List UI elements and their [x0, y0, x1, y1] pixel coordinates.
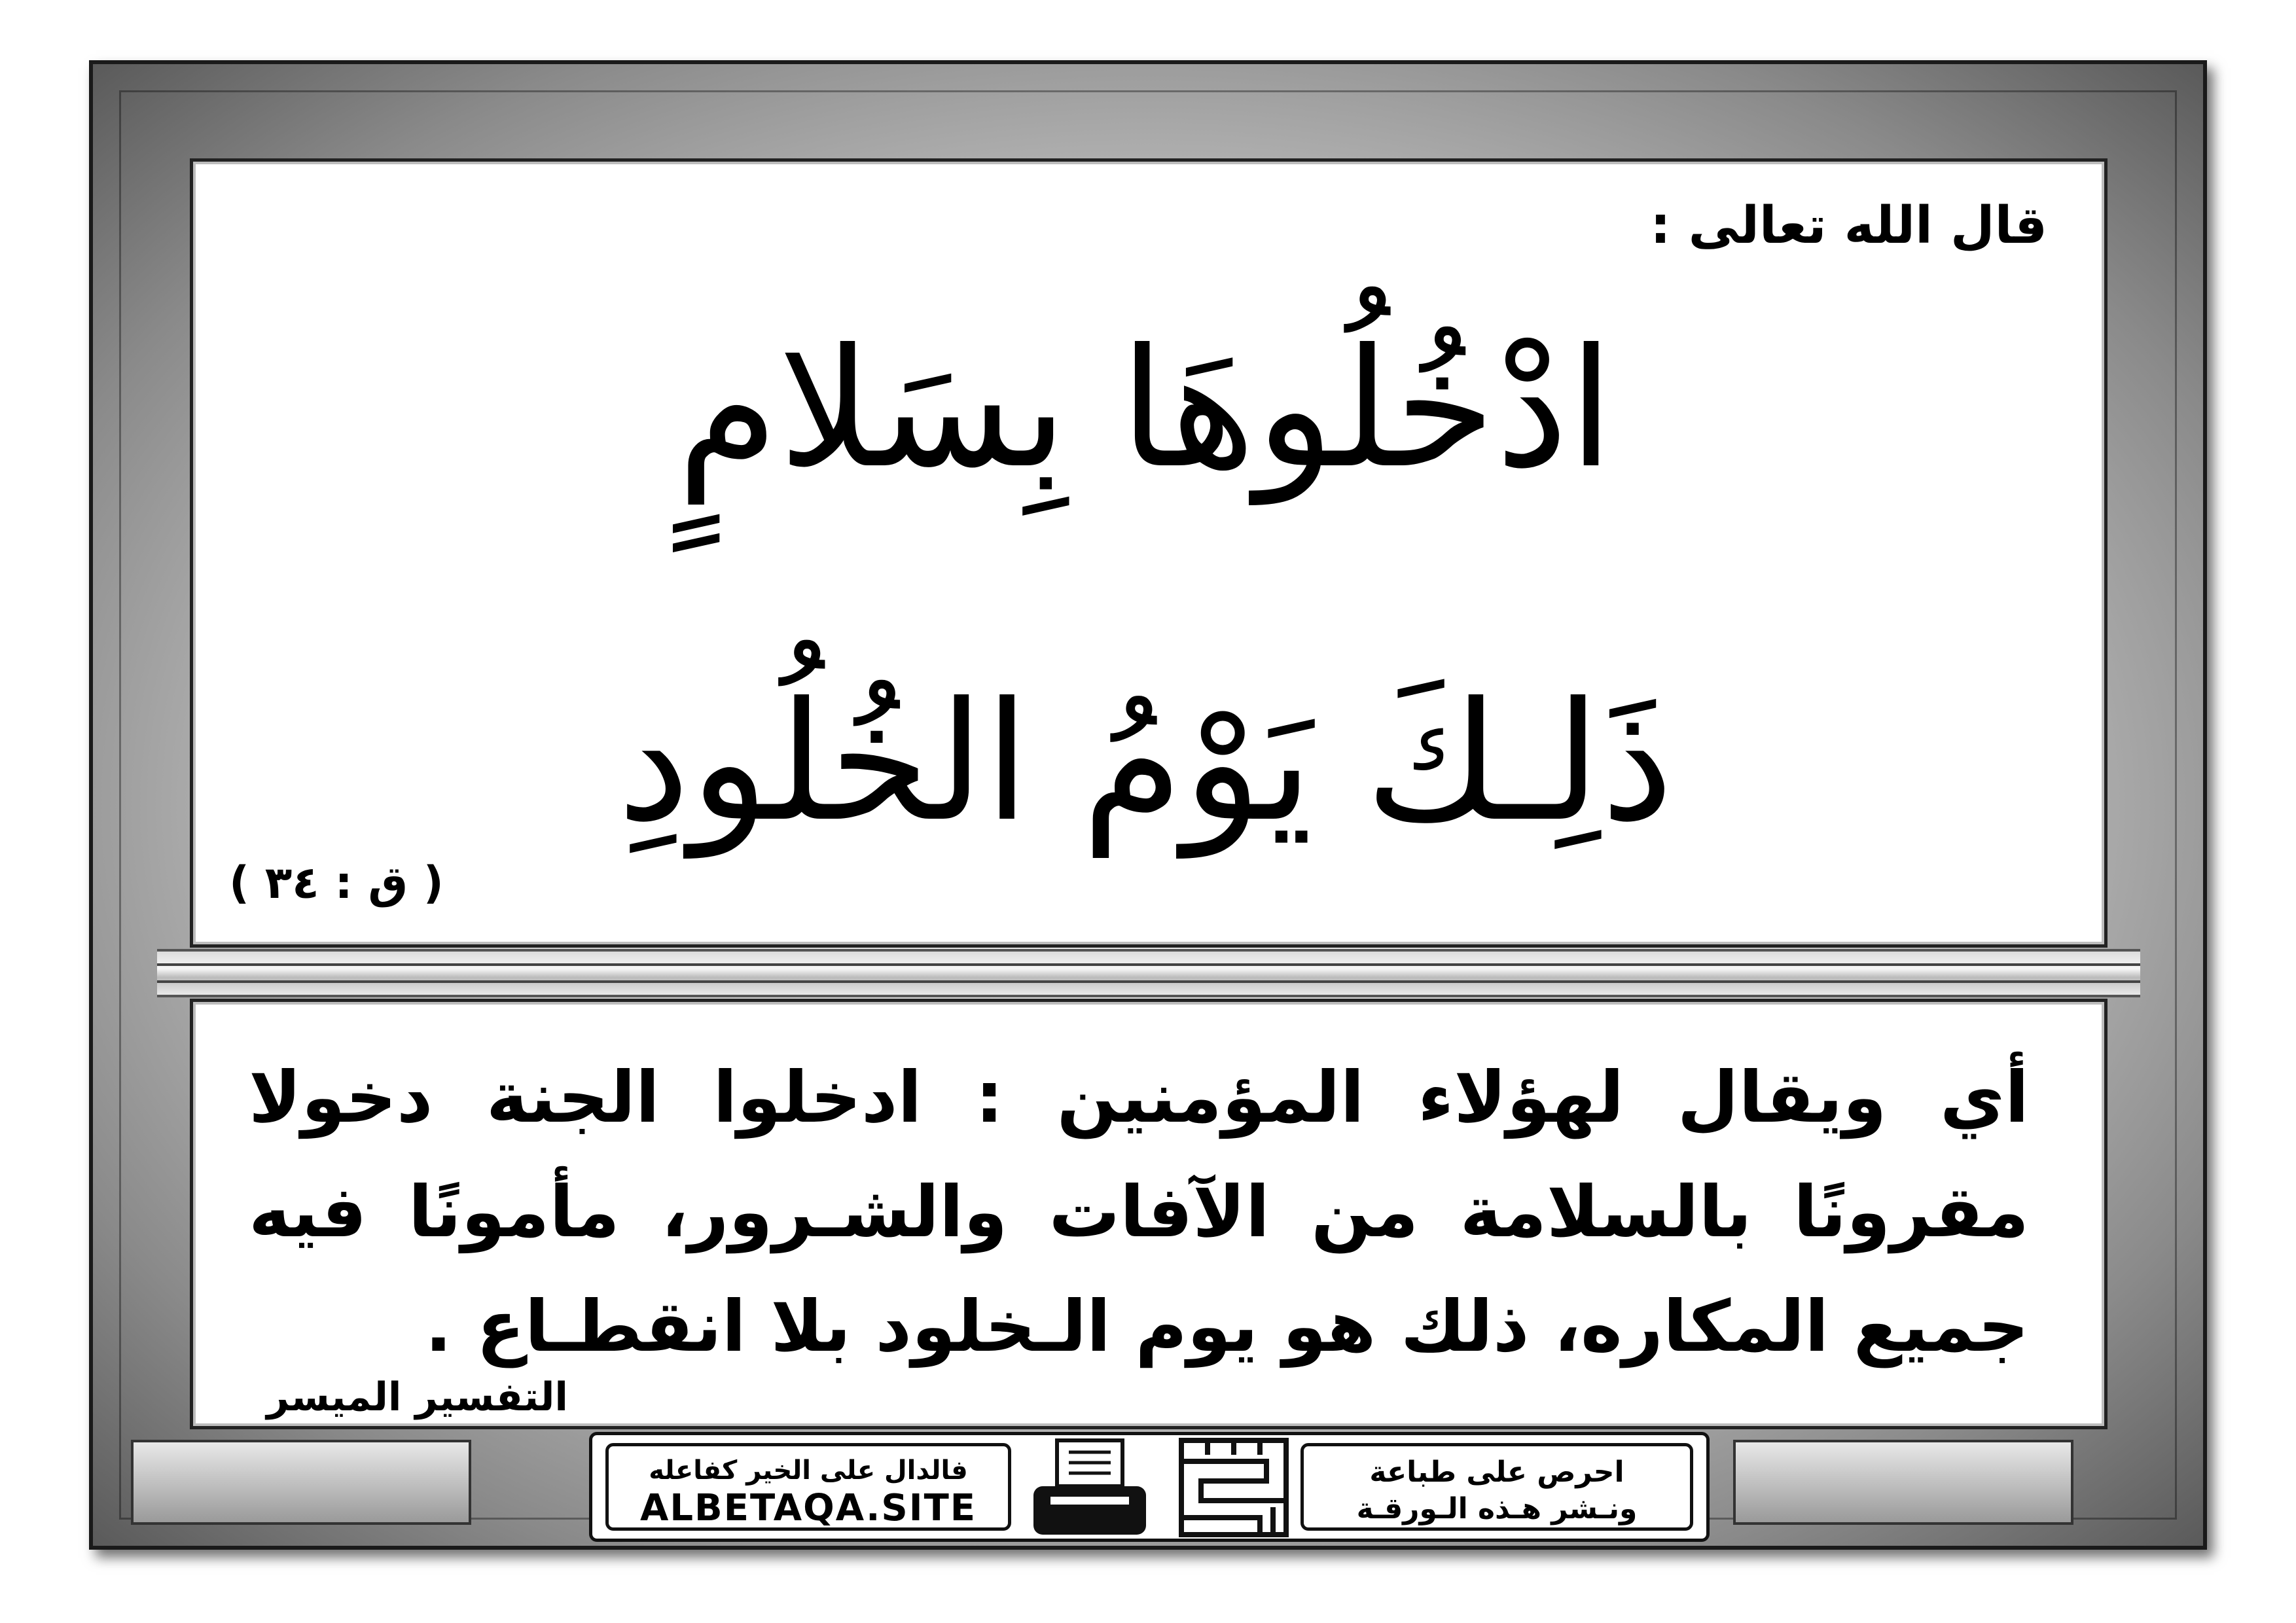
tafsir-source: التفسير الميسر [266, 1374, 568, 1420]
logo-text: الدعوة بالورقة [1234, 1533, 1238, 1534]
footer-print-line-2: ونـشر هـذه الـورقـة [1356, 1492, 1638, 1525]
footer-side-bar-left [131, 1440, 471, 1525]
verse-reference: ( ق : ٣٤ ) [229, 857, 444, 909]
printer-icon [1024, 1435, 1155, 1540]
verse-line-2: ذَلِـكَ يَوْمُ الخُلُودِ [617, 667, 1674, 857]
verse-line-1: ادْخُلُوهَا بِسَلامٍ [677, 313, 1614, 504]
tafsir-text: أي ويقال لهؤلاء المؤمنين : ادخلوا الجنة دخولا مقرونًا بالسلامة من الآفات والشـرور، مأمونًا فيه جميع المكاره، ذلك هو يوم الـخلود بلا انقطـاع . [249, 1057, 2029, 1368]
site-link[interactable]: ALBETAQA.SITE [639, 1487, 977, 1529]
footer-print-box [1300, 1443, 1693, 1531]
footer-bar [589, 1432, 1710, 1542]
panel-divider [157, 949, 2140, 997]
footer-saying: فالدال على الخير كفاعله [649, 1455, 968, 1486]
dawah-kufic-logo-icon [1168, 1435, 1299, 1540]
footer-side-bar-right [1733, 1440, 2073, 1525]
footer-site-box [605, 1443, 1011, 1531]
verse-intro: قال الله تعالى : [1650, 196, 2047, 255]
footer-print-line-1: احرص على طباعة [1369, 1455, 1624, 1489]
